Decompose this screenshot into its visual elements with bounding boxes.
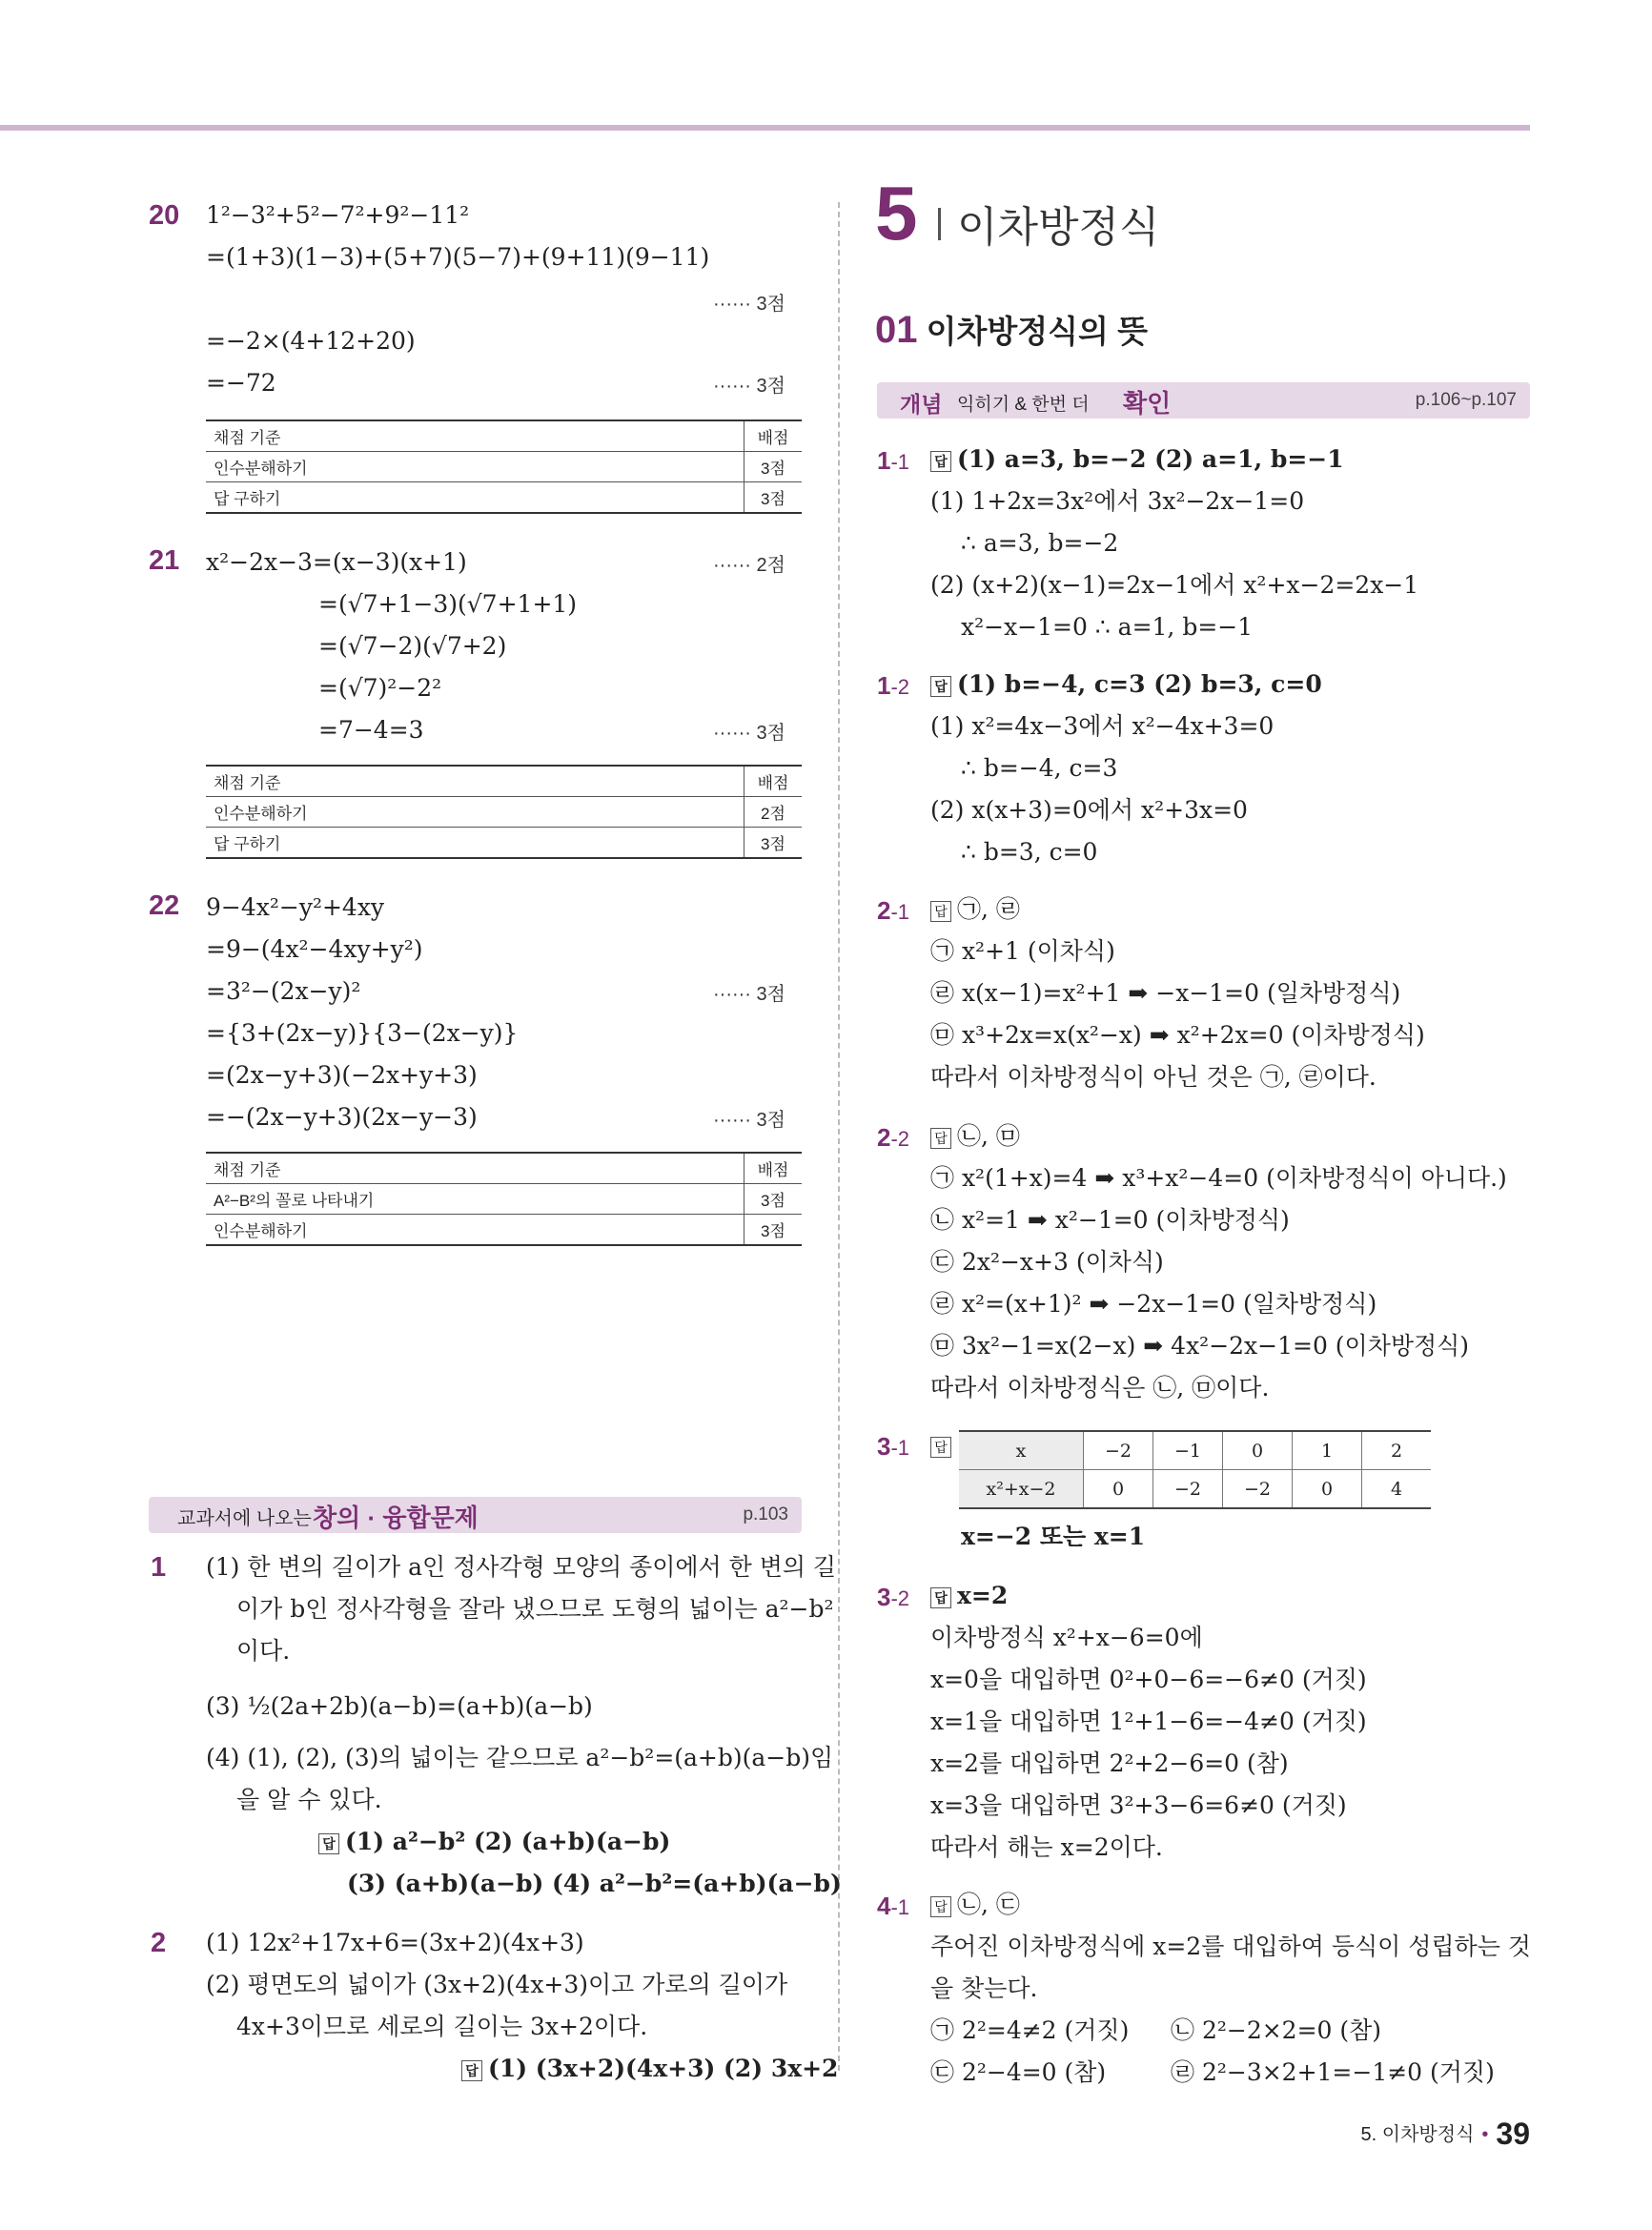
math-line: ㉡ x²=1 ➡ x²−1=0 (이차방정식) xyxy=(930,1206,1290,1234)
table-cell: 답 구하기 xyxy=(206,828,744,859)
section-title: 이차방정식의 뜻 xyxy=(926,314,1148,349)
table-cell: 인수분해하기 xyxy=(206,797,744,828)
table-cell: 3점 xyxy=(744,1184,803,1215)
table-cell: 0 xyxy=(1223,1431,1293,1470)
table-header: 채점 기준 xyxy=(206,766,744,797)
answer-line xyxy=(930,894,1020,925)
math-line: (1) 12x²+17x+6=(3x+2)(4x+3) xyxy=(206,1929,584,1956)
answer-line xyxy=(318,1827,670,1857)
table-cell: 인수분해하기 xyxy=(206,1215,744,1246)
math-line: ㉤ 3x²−1=x(2−x) ➡ 4x²−2x−1=0 (이차방정식) xyxy=(930,1332,1470,1360)
answer-text: ㉠, ㉣ xyxy=(957,895,1020,923)
table-header: 채점 기준 xyxy=(206,420,744,452)
math-line: ㉢ 2²−4=0 (참) xyxy=(930,2058,1107,2086)
table-cell: 3점 xyxy=(744,452,803,482)
answer-label: 답 xyxy=(930,451,951,472)
table-header: 배점 xyxy=(744,1153,803,1184)
answer-line xyxy=(930,1581,1008,1611)
text-line: 따라서 이차방정식이 아닌 것은 ㉠, ㉣이다. xyxy=(930,1063,1377,1091)
text-line: 따라서 해는 x=2이다. xyxy=(930,1833,1163,1861)
math-line: ㉣ 2²−3×2+1=−1≠0 (거짓) xyxy=(1171,2058,1495,2086)
problem-number: 2 xyxy=(151,1928,167,1958)
math-line: (1) x²=4x−3에서 x²−4x+3=0 xyxy=(930,712,1275,740)
bar-title: 창의 · 융합문제 xyxy=(313,1504,479,1532)
answer-label: 답 xyxy=(318,1833,339,1854)
table-cell: A²−B²의 꼴로 나타내기 xyxy=(206,1184,744,1215)
question-number: 2-1 xyxy=(877,896,910,925)
math-line: x=3을 대입하면 3²+3−6=6≠0 (거짓) xyxy=(930,1791,1347,1819)
answer-text: (3) (a+b)(a−b) (4) a²−b²=(a+b)(a−b) xyxy=(347,1870,842,1897)
text-line: 을 알 수 있다. xyxy=(236,1786,382,1813)
math-line: x²−x−1=0 ∴ a=1, b=−1 xyxy=(961,613,1254,641)
bar-label: 교과서에 나오는 xyxy=(177,1508,312,1529)
answer-text: (1) b=−4, c=3 (2) b=3, c=0 xyxy=(957,670,1322,698)
table-cell: x²+x−2 xyxy=(959,1470,1084,1509)
values-table xyxy=(959,1430,1431,1509)
answer-text: (1) a²−b² (2) (a+b)(a−b) xyxy=(345,1828,671,1855)
math-line: =(√7+1−3)(√7+1+1) xyxy=(318,590,578,618)
math-line: 9−4x²−y²+4xy xyxy=(206,893,385,921)
page-number: 39 xyxy=(1496,2117,1530,2151)
top-band xyxy=(0,125,1530,131)
table-cell: 3점 xyxy=(744,828,803,859)
math-line: x=1을 대입하면 1²+1−6=−4≠0 (거짓) xyxy=(930,1708,1367,1735)
table-cell: 3점 xyxy=(744,482,803,514)
chapter-separator xyxy=(938,208,941,240)
math-line: =(√7)²−2² xyxy=(318,674,442,702)
math-line: ㉣ x(x−1)=x²+1 ➡ −x−1=0 (일차방정식) xyxy=(930,979,1401,1007)
question-number: 1-1 xyxy=(877,446,910,475)
text-line: 을 찾는다. xyxy=(930,1974,1038,2002)
table-cell: x xyxy=(959,1431,1084,1470)
problem-number: 20 xyxy=(149,200,180,231)
answer-text: (1) a=3, b=−2 (2) a=1, b=−1 xyxy=(957,445,1344,473)
text-line: 주어진 이차방정식에 x=2를 대입하여 등식이 성립하는 것 xyxy=(930,1933,1531,1960)
math-line: =−72 xyxy=(206,369,276,397)
bar-label: 개념 xyxy=(900,392,943,417)
math-line: x=2를 대입하면 2²+2−6=0 (참) xyxy=(930,1749,1289,1777)
text-line: (1) 한 변의 길이가 a인 정사각형 모양의 종이에서 한 변의 길 xyxy=(206,1553,837,1581)
math-line: ∴ b=3, c=0 xyxy=(961,838,1098,866)
section-heading xyxy=(875,307,1148,352)
math-line: ={3+(2x−y)}{3−(2x−y)} xyxy=(206,1019,519,1047)
table-header: 배점 xyxy=(744,766,803,797)
answer-line xyxy=(461,2054,838,2084)
math-line: ㉠ x²(1+x)=4 ➡ x³+x²−4=0 (이차방정식이 아니다.) xyxy=(930,1164,1507,1192)
question-number: 1-2 xyxy=(877,671,910,700)
score-mark: ······ 3점 xyxy=(713,376,785,397)
problem-number: 1 xyxy=(151,1552,167,1583)
text-line: (4) (1), (2), (3)의 넓이는 같으므로 a²−b²=(a+b)(a−b)임 xyxy=(206,1744,834,1771)
question-number: 4-1 xyxy=(877,1892,910,1920)
answer-label: 답 xyxy=(930,1587,951,1608)
table-header: 배점 xyxy=(744,420,803,452)
scoring-table xyxy=(206,419,802,514)
answer-label: 답 xyxy=(930,901,951,922)
answer-line xyxy=(930,444,1344,475)
text-line: 이가 b인 정사각형을 잘라 냈으므로 도형의 넓이는 a²−b² xyxy=(236,1595,834,1623)
question-number: 2-2 xyxy=(877,1123,910,1152)
score-mark: ······ 3점 xyxy=(713,723,785,744)
math-line: ∴ a=3, b=−2 xyxy=(961,529,1119,557)
table-cell: −2 xyxy=(1153,1470,1223,1509)
table-cell: 1 xyxy=(1293,1431,1362,1470)
bar-title: 확인 xyxy=(1123,389,1172,418)
table-cell: −1 xyxy=(1153,1431,1223,1470)
scoring-table xyxy=(206,1152,802,1246)
math-line: ㉡ 2²−2×2=0 (참) xyxy=(1171,2016,1382,2044)
creative-problems-bar xyxy=(149,1497,802,1533)
score-mark: ······ 3점 xyxy=(713,1110,785,1131)
math-line: x=0을 대입하면 0²+0−6=−6≠0 (거짓) xyxy=(930,1666,1367,1693)
problem-number: 22 xyxy=(149,890,180,921)
math-line: =−(2x−y+3)(2x−y−3) xyxy=(206,1103,478,1131)
table-cell: 0 xyxy=(1084,1470,1153,1509)
bar-label: 익히기 & 한번 더 xyxy=(957,395,1090,415)
math-line: =−2×(4+12+20) xyxy=(206,327,416,355)
answer-text: ㉡, ㉢ xyxy=(957,1891,1020,1918)
page-footer: 5. 이차방정식 • 39 xyxy=(1360,2117,1530,2151)
bar-page-ref: p.103 xyxy=(743,1504,788,1524)
text-line: 이다. xyxy=(236,1637,291,1665)
chapter-number: 5 xyxy=(875,171,918,256)
math-line: ㉤ x³+2x=x(x²−x) ➡ x²+2x=0 (이차방정식) xyxy=(930,1021,1425,1049)
math-line: ㉠ x²+1 (이차식) xyxy=(930,937,1115,965)
table-cell: 0 xyxy=(1293,1470,1362,1509)
math-line: ㉣ x²=(x+1)² ➡ −2x−1=0 (일차방정식) xyxy=(930,1290,1377,1318)
answer-label: 답 xyxy=(930,1896,951,1917)
answer-label: 답 xyxy=(461,2060,482,2081)
answer-text: ㉡, ㉤ xyxy=(957,1122,1020,1150)
math-line: =(2x−y+3)(−2x+y+3) xyxy=(206,1061,478,1089)
column-divider xyxy=(838,202,840,2071)
math-line: =(1+3)(1−3)+(5+7)(5−7)+(9+11)(9−11) xyxy=(206,243,710,271)
table-cell: 답 구하기 xyxy=(206,482,744,514)
math-line: ㉠ 2²=4≠2 (거짓) xyxy=(930,2016,1130,2044)
answer-label: 답 xyxy=(930,1128,951,1149)
math-line: =9−(4x²−4xy+y²) xyxy=(206,935,423,963)
table-cell: 2점 xyxy=(744,797,803,828)
math-line: (2) x(x+3)=0에서 x²+3x=0 xyxy=(930,796,1248,824)
answer-text: (1) (3x+2)(4x+3) (2) 3x+2 xyxy=(488,2055,839,2082)
answer-line xyxy=(930,1121,1020,1152)
text-line: 이차방정식 x²+x−6=0에 xyxy=(930,1624,1203,1651)
math-line: (3) ½(2a+2b)(a−b)=(a+b)(a−b) xyxy=(206,1692,593,1720)
answer-line xyxy=(930,669,1322,700)
text-line: 따라서 이차방정식은 ㉡, ㉤이다. xyxy=(930,1374,1270,1401)
table-header: 채점 기준 xyxy=(206,1153,744,1184)
table-cell: −2 xyxy=(1223,1470,1293,1509)
question-number: 3-1 xyxy=(877,1432,910,1461)
bar-page-ref: p.106~p.107 xyxy=(1415,390,1517,410)
answer-text: x=−2 또는 x=1 xyxy=(961,1523,1146,1550)
math-line: (1) 1+2x=3x²에서 3x²−2x−1=0 xyxy=(930,487,1305,515)
math-line: =3²−(2x−y)² xyxy=(206,977,361,1005)
answer-line xyxy=(930,1430,957,1461)
table-cell: 4 xyxy=(1362,1470,1432,1509)
math-line: x²−2x−3=(x−3)(x+1) xyxy=(206,548,467,576)
math-line: (2) (x+2)(x−1)=2x−1에서 x²+x−2=2x−1 xyxy=(930,571,1419,599)
footer-chapter-label: 5. 이차방정식 xyxy=(1360,2124,1475,2145)
concept-check-bar xyxy=(877,382,1530,419)
math-line: =(√7−2)(√7+2) xyxy=(318,632,507,660)
chapter-title: 이차방정식 xyxy=(957,204,1160,251)
math-line: ∴ b=−4, c=3 xyxy=(961,754,1118,782)
table-cell: 3점 xyxy=(744,1215,803,1246)
score-mark: ······ 3점 xyxy=(713,294,785,315)
math-line: ㉢ 2x²−x+3 (이차식) xyxy=(930,1248,1164,1276)
question-number: 3-2 xyxy=(877,1583,910,1611)
score-mark: ······ 2점 xyxy=(713,555,785,576)
math-line: 1²−3²+5²−7²+9²−11² xyxy=(206,201,470,229)
table-cell: 인수분해하기 xyxy=(206,452,744,482)
answer-line xyxy=(930,1890,1020,1920)
answer-label: 답 xyxy=(930,1437,951,1458)
table-cell: 2 xyxy=(1362,1431,1432,1470)
score-mark: ······ 3점 xyxy=(713,984,785,1005)
table-cell: −2 xyxy=(1084,1431,1153,1470)
answer-text: x=2 xyxy=(957,1582,1009,1609)
section-number: 01 xyxy=(875,309,918,351)
problem-number: 21 xyxy=(149,545,180,576)
text-line: 4x+3이므로 세로의 길이는 3x+2이다. xyxy=(236,2013,648,2040)
scoring-table xyxy=(206,765,802,859)
math-line: =7−4=3 xyxy=(318,716,424,744)
text-line: (2) 평면도의 넓이가 (3x+2)(4x+3)이고 가로의 길이가 xyxy=(206,1971,788,1998)
answer-label: 답 xyxy=(930,676,951,697)
